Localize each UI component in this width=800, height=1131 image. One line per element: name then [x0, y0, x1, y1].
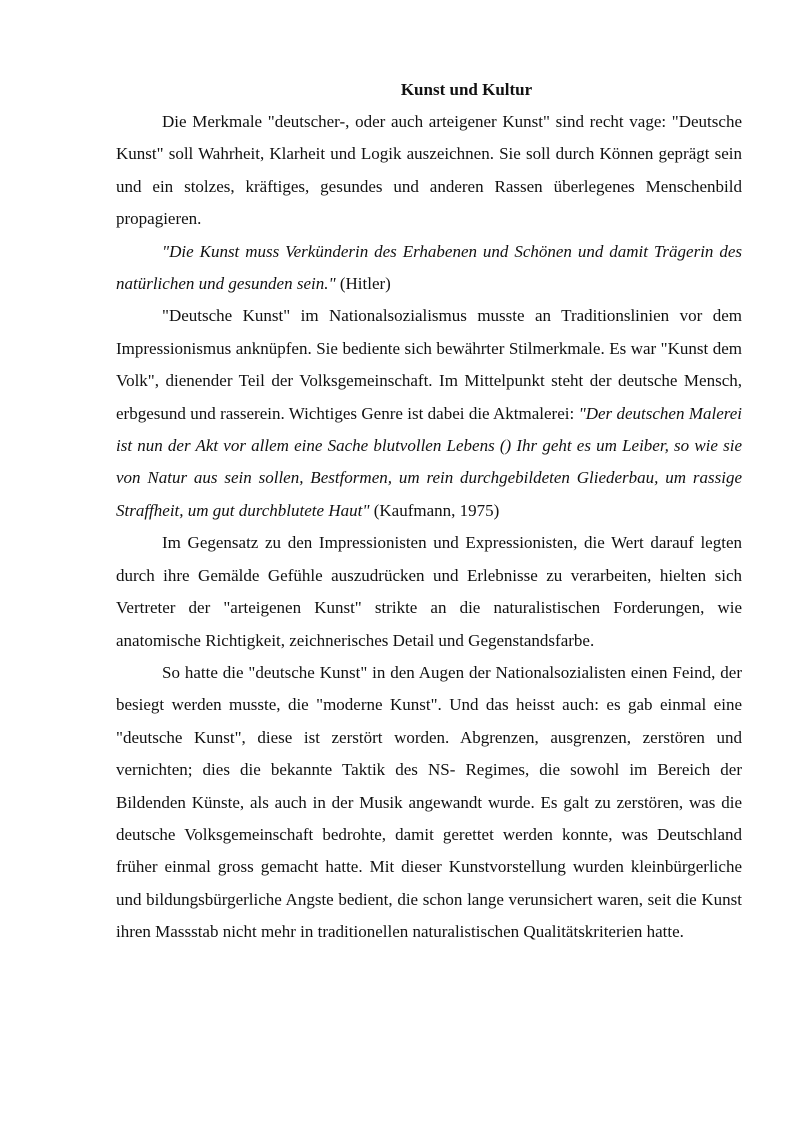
paragraph-3 [116, 300, 742, 527]
paragraph-text: "Deutsche Kunst" im Nationalsozialismus musste an Traditionslinien vor dem Impressionismus anknüpfen. Sie bediente sich bewährter Stilmerkmale. Es war "Kunst dem Volk", dienender Teil der Volksgemeinschaft. Im Mittelpunkt steht der deutsche Mensch, erbgesund und rasserein. Wichtiges Genre ist dabei die Aktmalerei: [116, 306, 742, 423]
quote-citation: (Kaufmann, 1975) [369, 500, 500, 520]
quote-attribution: (Hitler) [335, 274, 391, 294]
paragraph-text: Die Merkmale "deutscher-, oder auch arteigener Kunst" sind recht vage: "Deutsche Kunst" soll Wahrheit, Klarheit und Logik auszeichnen. Sie soll durch Können geprägt sein und ein stolzes, kräftiges, gesundes und anderen Rassen überlegenes Menschenbild propagieren. [116, 112, 742, 229]
document-page [116, 74, 742, 949]
document-title: Kunst und Kultur [400, 80, 533, 99]
paragraph-1 [116, 106, 742, 236]
paragraph-text: Im Gegensatz zu den Impressionisten und Expressionisten, die Wert darauf legten durch ihre Gemälde Gefühle auszudrücken und Erlebnisse zu verarbeiten, hielten sich Vertreter der "arteigenen Kunst" strikte an die naturalistischen Forderungen, wie anatomische Richtigkeit, zeichnerisches Detail und Gegenstandsfarbe. [116, 533, 742, 650]
paragraph-5 [116, 657, 742, 949]
paragraph-2-quote [116, 236, 742, 301]
quote-text: "Der deutschen Malerei ist nun der Akt vor allem eine Sache blutvollen Lebens () Ihr geht es um Leiber, so wie sie von Natur aus sein sollen, Bestformen, um rein durchgebildeten Gliederbau, um rassige Straffheit, um gut durchblutete Haut" [116, 403, 742, 520]
paragraph-4 [116, 527, 742, 657]
paragraph-text: So hatte die "deutsche Kunst" in den Augen der Nationalsozialisten einen Feind, der besiegt werden musste, die "moderne Kunst". Und das heisst auch: es gab einmal eine "deutsche Kunst", diese ist zerstört worden. Abgrenzen, ausgrenzen, zerstören und vernichten; dies die bekannte Taktik des NS- Regimes, die sowohl im Bereich der Bildenden Künste, als auch in der Musik angewandt wurde. Es galt zu zerstören, was die deutsche Volksgemeinschaft bedrohte, damit gerettet werden konnte, was Deutschland früher einmal gross gemacht hatte. Mit dieser Kunstvorstellung wurden kleinbürgerliche und bildungsbürgerliche Angste bedient, die schon lange verunsichert waren, seit die Kunst ihren Massstab nicht mehr in traditionellen naturalistischen Qualitätskriterien hatte. [116, 662, 742, 942]
quote-text: "Die Kunst muss Verkünderin des Erhabenen und Schönen und damit Trägerin des natürlichen und gesunden sein." [116, 241, 742, 294]
